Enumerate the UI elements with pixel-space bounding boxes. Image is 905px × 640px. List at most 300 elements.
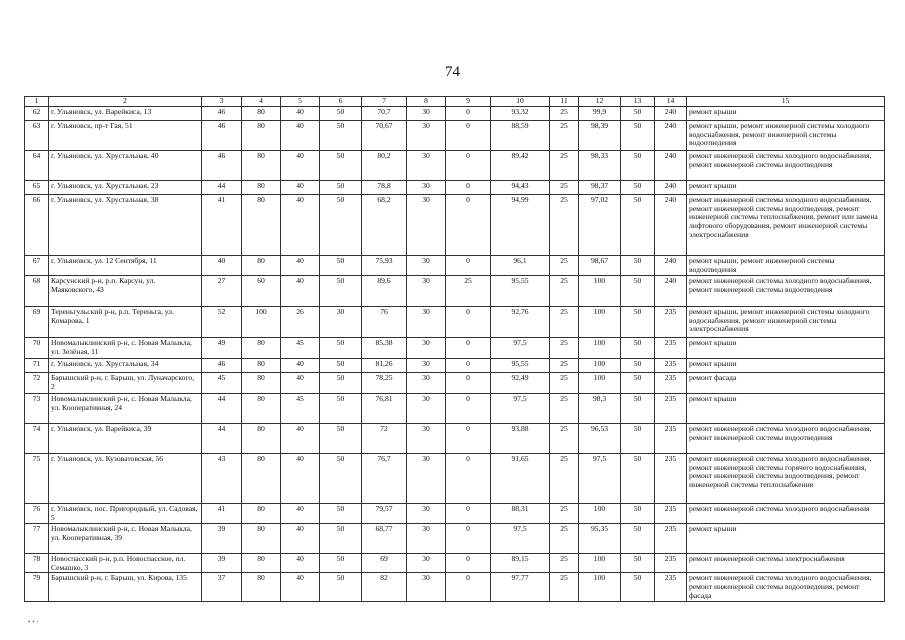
value-cell: 49 — [202, 337, 242, 358]
value-cell: 46 — [202, 358, 242, 372]
value-cell: 0 — [446, 180, 491, 194]
value-cell: 50 — [621, 180, 655, 194]
value-cell: 0 — [446, 337, 491, 358]
value-cell: 235 — [655, 358, 687, 372]
value-cell: 98,67 — [579, 255, 621, 275]
address-cell: г. Ульяновск, ул. Хрустальная, 23 — [49, 180, 202, 194]
value-cell: 97,5 — [579, 453, 621, 503]
row-number-cell: 76 — [25, 503, 49, 523]
value-cell: 235 — [655, 306, 687, 337]
value-cell: 40 — [281, 150, 320, 180]
value-cell: 240 — [655, 194, 687, 255]
column-number-cell: 1 — [25, 97, 49, 107]
value-cell: 100 — [579, 358, 621, 372]
value-cell: 30 — [407, 503, 446, 523]
value-cell: 40 — [281, 194, 320, 255]
value-cell: 37 — [202, 573, 242, 601]
value-cell: 25 — [550, 120, 579, 150]
value-cell: 240 — [655, 275, 687, 306]
row-number-cell: 71 — [25, 358, 49, 372]
value-cell: 30 — [407, 372, 446, 393]
value-cell: 88,31 — [491, 503, 550, 523]
value-cell: 97,5 — [491, 523, 550, 553]
value-cell: 50 — [320, 393, 362, 423]
address-cell: Новомалыклинский р-н, с. Новая Малыкла, ул. Зелёная, 11 — [49, 337, 202, 358]
address-cell: г. Ульяновск, ул. Кузоватовская, 56 — [49, 453, 202, 503]
value-cell: 40 — [281, 423, 320, 453]
value-cell: 80 — [242, 180, 281, 194]
value-cell: 235 — [655, 573, 687, 601]
value-cell: 81,26 — [362, 358, 407, 372]
row-number-cell: 77 — [25, 523, 49, 553]
value-cell: 50 — [621, 523, 655, 553]
value-cell: 25 — [550, 393, 579, 423]
table-row — [25, 573, 885, 601]
value-cell: 80,2 — [362, 150, 407, 180]
work-type-cell: ремонт фасада — [687, 372, 885, 393]
value-cell: 25 — [550, 194, 579, 255]
value-cell: 98,3 — [579, 393, 621, 423]
value-cell: 40 — [281, 120, 320, 150]
value-cell: 240 — [655, 180, 687, 194]
value-cell: 80 — [242, 573, 281, 601]
column-number-cell: 4 — [242, 97, 281, 107]
value-cell: 46 — [202, 106, 242, 120]
value-cell: 235 — [655, 393, 687, 423]
value-cell: 80 — [242, 503, 281, 523]
value-cell: 0 — [446, 255, 491, 275]
value-cell: 92,76 — [491, 306, 550, 337]
value-cell: 39 — [202, 553, 242, 573]
table-row — [25, 150, 885, 180]
value-cell: 0 — [446, 194, 491, 255]
value-cell: 50 — [320, 423, 362, 453]
value-cell: 50 — [320, 275, 362, 306]
table-row — [25, 255, 885, 275]
value-cell: 240 — [655, 120, 687, 150]
value-cell: 97,5 — [491, 337, 550, 358]
value-cell: 0 — [446, 306, 491, 337]
table-row — [25, 337, 885, 358]
value-cell: 30 — [407, 194, 446, 255]
value-cell: 70,7 — [362, 106, 407, 120]
column-number-cell: 5 — [281, 97, 320, 107]
value-cell: 80 — [242, 150, 281, 180]
value-cell: 0 — [446, 553, 491, 573]
row-number-cell: 73 — [25, 393, 49, 423]
value-cell: 240 — [655, 106, 687, 120]
value-cell: 39 — [202, 523, 242, 553]
value-cell: 82 — [362, 573, 407, 601]
row-number-cell: 70 — [25, 337, 49, 358]
value-cell: 80 — [242, 358, 281, 372]
value-cell: 25 — [550, 453, 579, 503]
value-cell: 68,77 — [362, 523, 407, 553]
value-cell: 80 — [242, 337, 281, 358]
value-cell: 68,2 — [362, 194, 407, 255]
value-cell: 80 — [242, 106, 281, 120]
row-number-cell: 78 — [25, 553, 49, 573]
value-cell: 240 — [655, 255, 687, 275]
value-cell: 50 — [621, 453, 655, 503]
value-cell: 97,02 — [579, 194, 621, 255]
value-cell: 80 — [242, 194, 281, 255]
value-cell: 25 — [550, 503, 579, 523]
table-row — [25, 106, 885, 120]
value-cell: 50 — [320, 503, 362, 523]
value-cell: 0 — [446, 372, 491, 393]
value-cell: 30 — [407, 150, 446, 180]
value-cell: 50 — [320, 180, 362, 194]
value-cell: 50 — [320, 372, 362, 393]
value-cell: 30 — [407, 553, 446, 573]
value-cell: 235 — [655, 337, 687, 358]
address-cell: г. Ульяновск, ул. Варейкиса, 39 — [49, 423, 202, 453]
value-cell: 99,9 — [579, 106, 621, 120]
value-cell: 80 — [242, 553, 281, 573]
value-cell: 44 — [202, 423, 242, 453]
value-cell: 80 — [242, 423, 281, 453]
column-number-cell: 8 — [407, 97, 446, 107]
value-cell: 94,43 — [491, 180, 550, 194]
column-number-cell: 13 — [621, 97, 655, 107]
value-cell: 25 — [550, 180, 579, 194]
value-cell: 43 — [202, 453, 242, 503]
row-number-cell: 72 — [25, 372, 49, 393]
value-cell: 40 — [281, 372, 320, 393]
value-cell: 25 — [550, 573, 579, 601]
value-cell: 50 — [621, 337, 655, 358]
scan-artifact: • • · — [28, 618, 39, 626]
value-cell: 76,81 — [362, 393, 407, 423]
value-cell: 100 — [579, 306, 621, 337]
work-type-cell: ремонт инженерной системы электроснабжения — [687, 553, 885, 573]
work-type-cell: ремонт инженерной системы холодного водоснабжения, ремонт инженерной системы водоотведения — [687, 275, 885, 306]
value-cell: 25 — [550, 150, 579, 180]
work-type-cell: ремонт инженерной системы холодного водоснабжения, ремонт инженерной системы водоотведения, ремонт фасада — [687, 573, 885, 601]
value-cell: 95,55 — [491, 275, 550, 306]
column-number-cell: 9 — [446, 97, 491, 107]
value-cell: 44 — [202, 393, 242, 423]
value-cell: 30 — [407, 573, 446, 601]
address-cell: г. Ульяновск, ул. Хрустальная, 38 — [49, 194, 202, 255]
value-cell: 52 — [202, 306, 242, 337]
value-cell: 96,53 — [579, 423, 621, 453]
row-number-cell: 68 — [25, 275, 49, 306]
value-cell: 44 — [202, 180, 242, 194]
value-cell: 96,1 — [491, 255, 550, 275]
table-header-row — [25, 97, 885, 107]
value-cell: 40 — [281, 180, 320, 194]
row-number-cell: 64 — [25, 150, 49, 180]
value-cell: 50 — [320, 120, 362, 150]
table-row — [25, 393, 885, 423]
value-cell: 25 — [550, 106, 579, 120]
address-cell: Барышский р-н, г. Барыш, ул. Кирова, 135 — [49, 573, 202, 601]
table-row — [25, 358, 885, 372]
value-cell: 80 — [242, 120, 281, 150]
value-cell: 50 — [621, 503, 655, 523]
value-cell: 89,6 — [362, 275, 407, 306]
value-cell: 92,49 — [491, 372, 550, 393]
value-cell: 240 — [655, 150, 687, 180]
value-cell: 93,32 — [491, 106, 550, 120]
table-row — [25, 503, 885, 523]
value-cell: 50 — [621, 255, 655, 275]
value-cell: 69 — [362, 553, 407, 573]
value-cell: 50 — [621, 358, 655, 372]
value-cell: 94,99 — [491, 194, 550, 255]
value-cell: 25 — [550, 358, 579, 372]
value-cell: 95,35 — [579, 523, 621, 553]
value-cell: 235 — [655, 503, 687, 523]
value-cell: 235 — [655, 423, 687, 453]
work-type-cell: ремонт крыши — [687, 106, 885, 120]
column-number-cell: 12 — [579, 97, 621, 107]
address-cell: г. Ульяновск, пос. Пригородный, ул. Садовая, 5 — [49, 503, 202, 523]
value-cell: 46 — [202, 120, 242, 150]
value-cell: 40 — [281, 503, 320, 523]
value-cell: 100 — [579, 337, 621, 358]
value-cell: 25 — [550, 275, 579, 306]
value-cell: 98,39 — [579, 120, 621, 150]
value-cell: 98,37 — [579, 180, 621, 194]
value-cell: 41 — [202, 503, 242, 523]
value-cell: 80 — [242, 453, 281, 503]
value-cell: 50 — [320, 337, 362, 358]
column-number-cell: 7 — [362, 97, 407, 107]
value-cell: 95,55 — [491, 358, 550, 372]
table-row — [25, 306, 885, 337]
value-cell: 50 — [621, 120, 655, 150]
column-number-cell: 3 — [202, 97, 242, 107]
table-row — [25, 180, 885, 194]
value-cell: 89,42 — [491, 150, 550, 180]
value-cell: 30 — [407, 275, 446, 306]
row-number-cell: 63 — [25, 120, 49, 150]
value-cell: 30 — [407, 393, 446, 423]
table-row — [25, 275, 885, 306]
value-cell: 80 — [242, 393, 281, 423]
address-cell: г. Ульяновск, ул. Варейкиса, 13 — [49, 106, 202, 120]
address-cell: г. Ульяновск, пр-т Гая, 51 — [49, 120, 202, 150]
value-cell: 40 — [281, 106, 320, 120]
value-cell: 40 — [281, 523, 320, 553]
value-cell: 45 — [281, 393, 320, 423]
value-cell: 50 — [621, 306, 655, 337]
value-cell: 40 — [281, 358, 320, 372]
work-type-cell: ремонт крыши — [687, 393, 885, 423]
row-number-cell: 62 — [25, 106, 49, 120]
value-cell: 72 — [362, 423, 407, 453]
value-cell: 0 — [446, 393, 491, 423]
value-cell: 79,57 — [362, 503, 407, 523]
work-type-cell: ремонт инженерной системы холодного водоснабжения, ремонт инженерной системы водоотведения, ремонт инженерной системы теплоснабжения, ремонт или замена лифтового оборудования, ремонт инженерной системы электроснабжения — [687, 194, 885, 255]
value-cell: 80 — [242, 255, 281, 275]
value-cell: 30 — [407, 423, 446, 453]
column-number-cell: 6 — [320, 97, 362, 107]
work-type-cell: ремонт крыши — [687, 523, 885, 553]
value-cell: 76,7 — [362, 453, 407, 503]
value-cell: 0 — [446, 523, 491, 553]
value-cell: 235 — [655, 523, 687, 553]
value-cell: 40 — [281, 553, 320, 573]
value-cell: 85,38 — [362, 337, 407, 358]
value-cell: 80 — [242, 372, 281, 393]
value-cell: 45 — [281, 337, 320, 358]
value-cell: 40 — [281, 573, 320, 601]
value-cell: 50 — [621, 372, 655, 393]
value-cell: 100 — [579, 275, 621, 306]
value-cell: 40 — [281, 275, 320, 306]
address-cell: г. Ульяновск, ул. 12 Сентября, 11 — [49, 255, 202, 275]
value-cell: 26 — [281, 306, 320, 337]
value-cell: 93,88 — [491, 423, 550, 453]
value-cell: 40 — [202, 255, 242, 275]
value-cell: 97,5 — [491, 393, 550, 423]
address-cell: г. Ульяновск, ул. Хрустальная, 34 — [49, 358, 202, 372]
value-cell: 25 — [550, 423, 579, 453]
value-cell: 50 — [320, 150, 362, 180]
value-cell: 30 — [407, 120, 446, 150]
work-type-cell: ремонт инженерной системы холодного водоснабжения, ремонт инженерной системы горячего водоснабжения, ремонт инженерной системы водоотведения, ремонт инженерной системы теплоснабжения — [687, 453, 885, 503]
value-cell: 100 — [579, 553, 621, 573]
value-cell: 97,77 — [491, 573, 550, 601]
value-cell: 100 — [579, 503, 621, 523]
value-cell: 45 — [202, 372, 242, 393]
value-cell: 50 — [621, 423, 655, 453]
value-cell: 70,67 — [362, 120, 407, 150]
value-cell: 0 — [446, 150, 491, 180]
address-cell: Новомалыклинский р-н, с. Новая Малыкла, ул. Кооперативная, 24 — [49, 393, 202, 423]
value-cell: 30 — [407, 306, 446, 337]
row-number-cell: 67 — [25, 255, 49, 275]
value-cell: 75,93 — [362, 255, 407, 275]
value-cell: 50 — [320, 573, 362, 601]
value-cell: 0 — [446, 358, 491, 372]
work-type-cell: ремонт инженерной системы холодного водоснабжения, ремонт инженерной системы водоотведения — [687, 150, 885, 180]
row-number-cell: 75 — [25, 453, 49, 503]
value-cell: 50 — [320, 194, 362, 255]
column-number-cell: 14 — [655, 97, 687, 107]
value-cell: 50 — [621, 194, 655, 255]
column-number-cell: 2 — [49, 97, 202, 107]
work-type-cell: ремонт крыши, ремонт инженерной системы холодного водоснабжения, ремонт инженерной системы водоотведения — [687, 120, 885, 150]
row-number-cell: 65 — [25, 180, 49, 194]
table-row — [25, 372, 885, 393]
value-cell: 78,8 — [362, 180, 407, 194]
value-cell: 235 — [655, 372, 687, 393]
value-cell: 25 — [550, 306, 579, 337]
row-number-cell: 66 — [25, 194, 49, 255]
address-cell: Карсунский р-н, р.п. Карсун, ул. Маяковского, 43 — [49, 275, 202, 306]
column-number-cell: 11 — [550, 97, 579, 107]
value-cell: 50 — [621, 106, 655, 120]
value-cell: 50 — [320, 453, 362, 503]
column-number-cell: 10 — [491, 97, 550, 107]
value-cell: 25 — [550, 337, 579, 358]
value-cell: 25 — [550, 372, 579, 393]
value-cell: 50 — [320, 553, 362, 573]
work-type-cell: ремонт инженерной системы холодного водоснабжения, ремонт инженерной системы водоотведения — [687, 423, 885, 453]
value-cell: 30 — [320, 306, 362, 337]
value-cell: 30 — [407, 453, 446, 503]
value-cell: 91,65 — [491, 453, 550, 503]
value-cell: 98,33 — [579, 150, 621, 180]
value-cell: 78,25 — [362, 372, 407, 393]
value-cell: 50 — [320, 358, 362, 372]
value-cell: 40 — [281, 255, 320, 275]
value-cell: 30 — [407, 255, 446, 275]
table-row — [25, 423, 885, 453]
value-cell: 0 — [446, 503, 491, 523]
table-row — [25, 194, 885, 255]
address-cell: Новоспасский р-н, р.п. Новоспасское, пл. Семашко, 3 — [49, 553, 202, 573]
page-number: 74 — [445, 64, 460, 80]
address-cell: г. Ульяновск, ул. Хрустальная, 40 — [49, 150, 202, 180]
value-cell: 50 — [320, 523, 362, 553]
table-row — [25, 523, 885, 553]
work-type-cell: ремонт крыши — [687, 358, 885, 372]
value-cell: 30 — [407, 523, 446, 553]
value-cell: 0 — [446, 453, 491, 503]
work-type-cell: ремонт крыши — [687, 180, 885, 194]
row-number-cell: 69 — [25, 306, 49, 337]
value-cell: 80 — [242, 523, 281, 553]
value-cell: 0 — [446, 423, 491, 453]
value-cell: 50 — [621, 553, 655, 573]
work-type-cell: ремонт крыши, ремонт инженерной системы водоотведения — [687, 255, 885, 275]
address-cell: Новомалыклинский р-н, с. Новая Малыкла, ул. Кооперативная, 39 — [49, 523, 202, 553]
value-cell: 50 — [320, 106, 362, 120]
table-row — [25, 120, 885, 150]
value-cell: 50 — [621, 150, 655, 180]
work-type-cell: ремонт крыши — [687, 337, 885, 358]
value-cell: 25 — [446, 275, 491, 306]
row-number-cell: 79 — [25, 573, 49, 601]
value-cell: 100 — [579, 573, 621, 601]
repair-table-container — [24, 96, 885, 602]
value-cell: 235 — [655, 553, 687, 573]
value-cell: 30 — [407, 106, 446, 120]
value-cell: 0 — [446, 106, 491, 120]
value-cell: 88,59 — [491, 120, 550, 150]
address-cell: Барышский р-н, г. Барыш, ул. Луначарского, 2 — [49, 372, 202, 393]
value-cell: 41 — [202, 194, 242, 255]
value-cell: 30 — [407, 337, 446, 358]
value-cell: 100 — [242, 306, 281, 337]
row-number-cell: 74 — [25, 423, 49, 453]
repair-table — [24, 96, 885, 602]
address-cell: Тереньгульский р-н, р.п. Тереньга, ул. Комарова, 1 — [49, 306, 202, 337]
value-cell: 27 — [202, 275, 242, 306]
column-number-cell: 15 — [687, 97, 885, 107]
value-cell: 30 — [407, 180, 446, 194]
value-cell: 60 — [242, 275, 281, 306]
value-cell: 40 — [281, 453, 320, 503]
value-cell: 0 — [446, 573, 491, 601]
value-cell: 25 — [550, 553, 579, 573]
table-row — [25, 553, 885, 573]
value-cell: 235 — [655, 453, 687, 503]
value-cell: 89,15 — [491, 553, 550, 573]
value-cell: 30 — [407, 358, 446, 372]
value-cell: 50 — [621, 573, 655, 601]
work-type-cell: ремонт инженерной системы холодного водоснабжения — [687, 503, 885, 523]
value-cell: 25 — [550, 523, 579, 553]
work-type-cell: ремонт крыши, ремонт инженерной системы холодного водоснабжения, ремонт инженерной системы электроснабжения — [687, 306, 885, 337]
value-cell: 25 — [550, 255, 579, 275]
